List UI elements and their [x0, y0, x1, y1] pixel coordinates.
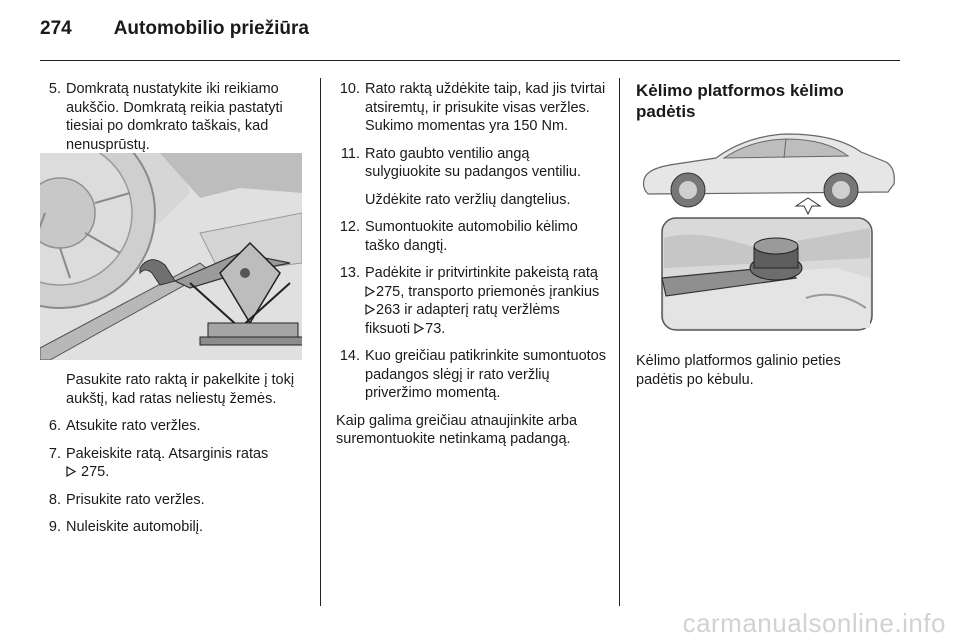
- step-14: [336, 347, 606, 403]
- jack-figure-svg: [40, 153, 302, 360]
- step-11: [336, 145, 606, 210]
- step-text: Padėkite ir pritvirtinkite pakeistą ratą: [365, 265, 598, 281]
- step-number: 6.: [48, 418, 61, 434]
- step-text: Pakeiskite ratą. Atsarginis ratas: [66, 445, 269, 462]
- step-9: [44, 518, 306, 537]
- step-number: 7.: [48, 445, 61, 462]
- jack-illustration: [40, 153, 302, 360]
- step-number: 9.: [48, 519, 61, 535]
- step-6: [44, 417, 306, 436]
- page-ref-icon: [365, 301, 375, 320]
- step-text: Rato raktą uždėkite taip, kad jis tvirtai atsiremtų, ir prisukite visas veržles. Sukimo momentas yra 150 Nm.: [365, 81, 606, 134]
- closing-paragraph: Kaip galima greičiau atnaujinkite arba suremontuokite netinkamą padangą.: [336, 412, 578, 447]
- step-text: Rato gaubto ventilio angą sulygiuokite su padangos ventiliu.: [365, 145, 582, 180]
- page-header: [40, 18, 309, 48]
- step-number: 14.: [339, 348, 360, 364]
- step-text: Sumontuokite automobilio kėlimo taško dangtį.: [365, 219, 578, 254]
- step-text: Prisukite rato veržles.: [66, 491, 205, 508]
- step-text: Nuleiskite automobilį.: [66, 519, 204, 535]
- step-12: [336, 218, 606, 255]
- page-reference-link[interactable]: 275.: [81, 464, 110, 480]
- header-rule: [40, 60, 900, 61]
- step-13: [336, 264, 606, 338]
- column-3-lower: [636, 352, 886, 398]
- page-ref-icon: [414, 320, 424, 339]
- step-10: [336, 80, 606, 136]
- column-divider-1: [320, 78, 321, 606]
- step-number: 13.: [339, 265, 360, 281]
- step-7: [44, 445, 306, 482]
- section-heading: Kėlimo platformos kėlimo padėtis: [636, 81, 844, 121]
- page-reference-link[interactable]: 275, transporto priemonės įrankius: [376, 283, 600, 300]
- lift-figure-svg: [636, 128, 900, 340]
- column-2: [336, 80, 606, 458]
- step-text: Atsukite rato veržles.: [66, 418, 201, 434]
- step-number: 12.: [339, 219, 360, 235]
- page-ref-icon: [66, 463, 76, 482]
- step-text: Domkratą nustatykite iki reikiamo aukščio. Domkratą reikia pastatyti tiesiai po domkrato taškais, kad nenusprūstų.: [66, 81, 283, 153]
- page-title: Automobilio priežiūra: [113, 18, 309, 39]
- page-ref-icon: [365, 283, 375, 302]
- page-reference-link[interactable]: 263 ir adapterį ratų veržlėms fiksuoti: [365, 302, 560, 337]
- step-5: [44, 80, 306, 154]
- watermark: carmanualsonline.info: [682, 608, 946, 638]
- column-divider-2: [619, 78, 620, 606]
- lift-point-illustration: [636, 128, 900, 340]
- step-subtext: Uždėkite rato veržlių dangtelius.: [365, 191, 571, 208]
- figure-caption: Pasukite rato raktą ir pakelkite į tokį aukštį, kad ratas neliestų žemės.: [66, 372, 295, 407]
- step-text: Kuo greičiau patikrinkite sumontuotos padangos slėgį ir rato veržlių priveržimo momentą.: [365, 348, 606, 401]
- step-8: [44, 491, 306, 510]
- column-1-lower: [44, 371, 306, 546]
- step-number: 11.: [340, 145, 360, 162]
- step-number: 10.: [339, 81, 360, 97]
- step-number: 5.: [48, 81, 61, 97]
- column-1: [44, 80, 306, 163]
- page-reference-link[interactable]: 73.: [425, 320, 446, 337]
- figure-caption: Kėlimo platformos galinio peties padėtis po kėbulu.: [636, 353, 841, 388]
- step-number: 8.: [48, 491, 61, 508]
- page-number: 274: [40, 18, 72, 39]
